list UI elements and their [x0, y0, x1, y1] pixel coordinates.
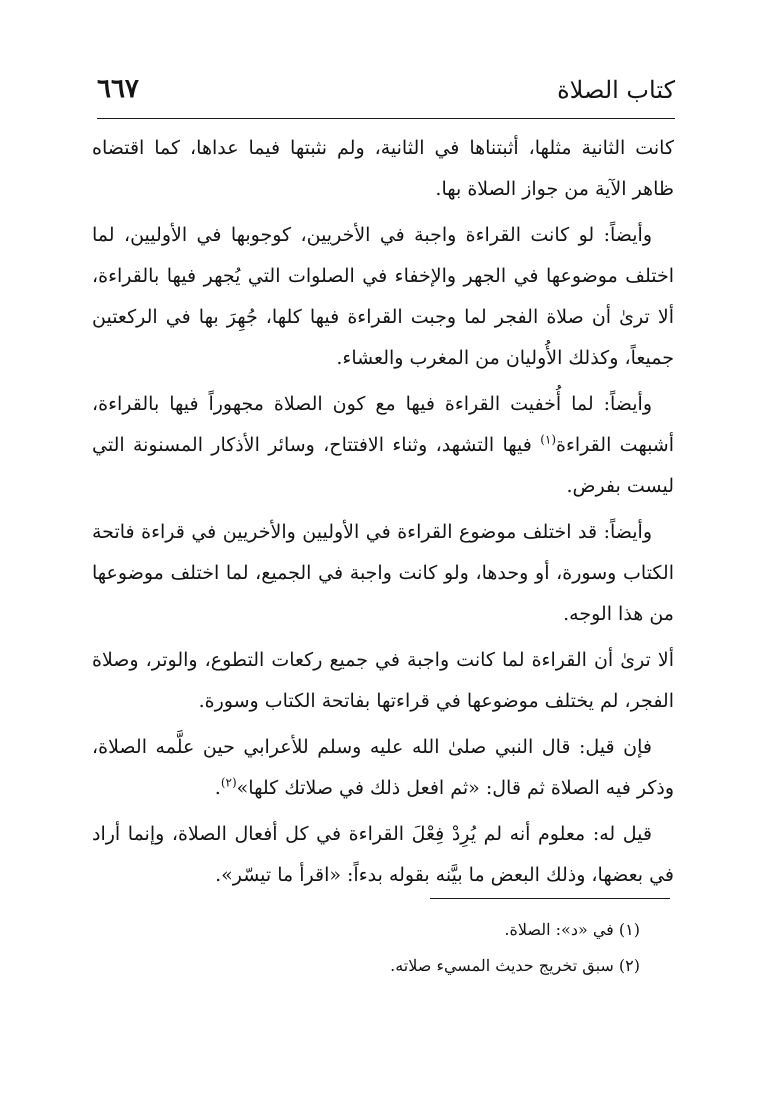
paragraph-text: قيل له: معلوم أنه لم يُرِدْ فِعْلَ القراءة في كل أفعال الصلاة، وإنما أراد في بعضها، وذلك البعض ما بيَّنه بقوله بدءاً: «اقرأ ما تيسّر».	[92, 823, 674, 886]
paragraph-text: وأيضاً: لما أُخفيت القراءة فيها مع كون الصلاة مجهوراً فيها بالقراءة، أشبهت القراءة	[92, 393, 675, 456]
paragraph	[92, 727, 674, 809]
running-header	[97, 74, 675, 114]
paragraph	[92, 128, 674, 210]
paragraph-text: كانت الثانية مثلها، أثبتناها في الثانية، ولم نثبتها فيما عداها، كما اقتضاه ظاهر الآية من جواز الصلاة بها.	[92, 137, 674, 200]
footnote-ref-2[interactable]: (٢)	[220, 775, 237, 790]
chapter-title: كتاب الصلاة	[557, 76, 675, 104]
page-number: ٦٦٧	[97, 74, 139, 104]
paragraph-text: ألا ترىٰ أن القراءة لما كانت واجبة في جميع ركعات التطوع، والوتر، وصلاة الفجر، لم يختلف موضوعها في قراءتها بفاتحة الكتاب وسورة.	[92, 649, 674, 712]
paragraph	[92, 215, 674, 379]
footnote-2: (٢) سبق تخريج حديث المسيء صلاته.	[390, 956, 640, 975]
footnotes	[92, 912, 640, 984]
paragraph-text: .	[214, 777, 221, 799]
paragraph-text: فإن قيل: قال النبي صلىٰ الله عليه وسلم للأعرابي حين علَّمه الصلاة، وذكر فيه الصلاة ثم قال: «ثم افعل ذلك في صلاتك كلها»	[92, 736, 674, 799]
paragraph	[92, 640, 674, 722]
paragraph-text: فيها التشهد، وثناء الافتتاح، وسائر الأذكار المسنونة التي ليست بفرض.	[92, 434, 674, 497]
paragraph	[92, 512, 674, 635]
footnote-ref-1[interactable]: (١)	[540, 432, 557, 447]
paragraph	[92, 384, 674, 507]
footnote-1: (١) في «د»: الصلاة.	[504, 920, 640, 939]
paragraph-text: وأيضاً: قد اختلف موضوع القراءة في الأوليين والأخريين في قراءة فاتحة الكتاب وسورة، أو وحدها، ولو كانت واجبة في الجميع، لما اختلف موضوعها من هذا الوجه.	[92, 521, 674, 625]
header-divider	[97, 118, 675, 119]
footnote-divider	[430, 898, 670, 899]
paragraph	[92, 814, 674, 896]
main-text	[92, 128, 674, 901]
paragraph-text: وأيضاً: لو كانت القراءة واجبة في الأخريين، كوجوبها في الأوليين، لما اختلف موضوعها في الجهر والإخفاء في الصلوات التي يُجهر فيها بالقراءة، ألا ترىٰ أن صلاة الفجر لما وجبت القراءة فيها كلها، جُهِرَ بها في الركعتين جميعاً، وكذلك الأُوليان من المغرب والعشاء.	[92, 224, 674, 369]
